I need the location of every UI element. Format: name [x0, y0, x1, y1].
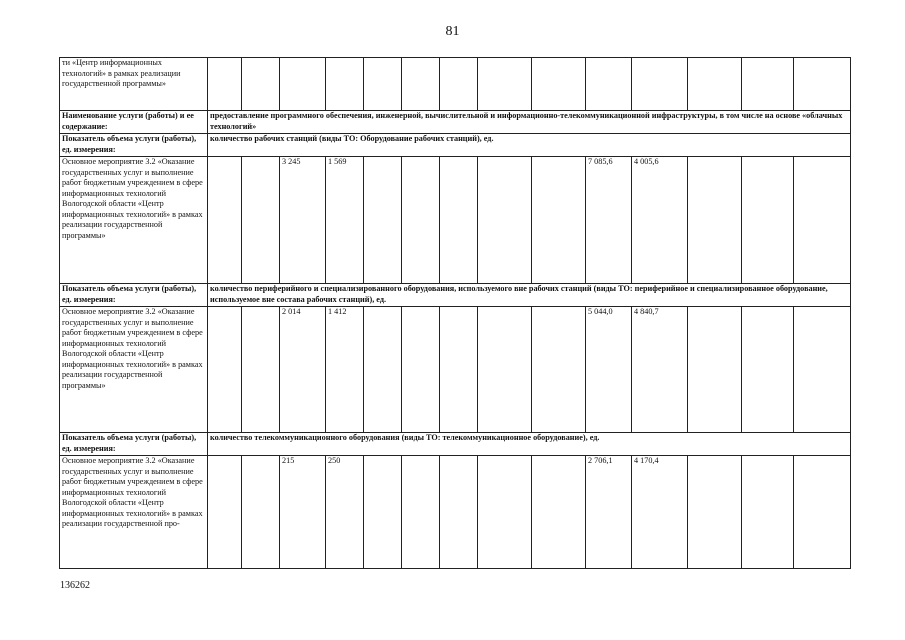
value-cell: [208, 456, 242, 569]
value-cell: [742, 58, 794, 111]
value-cell: [688, 157, 742, 284]
value-cell: [440, 157, 478, 284]
value-cell: [402, 307, 440, 433]
indicator-header-row: [60, 433, 851, 456]
indicator-text: количество периферийного и специализированного оборудования, используемого вне рабочих станций (виды ТО: периферийное и специализированное оборудование, используемое вне состава рабочих станций), ед.: [208, 284, 851, 307]
value-cell: [242, 307, 280, 433]
value-cell: 250: [326, 456, 364, 569]
value-cell: [632, 58, 688, 111]
value-cell: [364, 307, 402, 433]
value-cell: 7 085,6: [586, 157, 632, 284]
value-cell: [742, 307, 794, 433]
service-name-label: Наименование услуги (работы) и ее содержание:: [60, 111, 208, 134]
row-label-cell: Основное мероприятие 3.2 «Оказание государственных услуг и выполнение работ бюджетным учреждением в сфере информационных технологий Вологодской области «Центр информационных технологий» в рамках реализации государственной программы»: [60, 157, 208, 284]
value-cell: [208, 58, 242, 111]
value-cell: [242, 157, 280, 284]
indicator-label: Показатель объема услуги (работы), ед. измерения:: [60, 433, 208, 456]
value-cell: [478, 456, 532, 569]
value-cell: [440, 307, 478, 433]
indicator-text: количество рабочих станций (виды ТО: Оборудование рабочих станций), ед.: [208, 134, 851, 157]
row-label-cell: Основное мероприятие 3.2 «Оказание государственных услуг и выполнение работ бюджетным учреждением в сфере информационных технологий Вологодской области «Центр информационных технологий» в рамках реализации государственной программы»: [60, 307, 208, 433]
value-cell: [532, 58, 586, 111]
value-cell: [364, 58, 402, 111]
value-cell: 2 014: [280, 307, 326, 433]
value-cell: 1 412: [326, 307, 364, 433]
value-cell: [742, 157, 794, 284]
value-cell: [440, 456, 478, 569]
value-cell: [364, 157, 402, 284]
table-row: [60, 157, 851, 284]
table-row: [60, 307, 851, 433]
service-name-row: [60, 111, 851, 134]
value-cell: 2 706,1: [586, 456, 632, 569]
value-cell: [532, 157, 586, 284]
value-cell: [478, 307, 532, 433]
value-cell: [688, 58, 742, 111]
value-cell: [742, 456, 794, 569]
indicators-table: [59, 57, 851, 569]
table-row: [60, 456, 851, 569]
value-cell: [402, 58, 440, 111]
value-cell: [208, 307, 242, 433]
value-cell: 1 569: [326, 157, 364, 284]
value-cell: [688, 456, 742, 569]
row-label-cell: Основное мероприятие 3.2 «Оказание государственных услуг и выполнение работ бюджетным учреждением в сфере информационных технологий Вологодской области «Центр информационных технологий» в рамках реализации государственной про-: [60, 456, 208, 569]
value-cell: [478, 58, 532, 111]
value-cell: [478, 157, 532, 284]
indicator-text: количество телекоммуникационного оборудования (виды ТО: телекоммуникационное оборудование), ед.: [208, 433, 851, 456]
value-cell: [586, 58, 632, 111]
indicator-header-row: [60, 284, 851, 307]
page-number: 81: [445, 24, 460, 39]
value-cell: [688, 307, 742, 433]
table-row: [60, 58, 851, 111]
value-cell: [794, 456, 851, 569]
row-label-cell: ти «Центр информационных технологий» в рамках реализации государственной программы»: [60, 58, 208, 111]
document-code: 136262: [60, 580, 90, 591]
indicator-label: Показатель объема услуги (работы), ед. измерения:: [60, 284, 208, 307]
value-cell: [794, 157, 851, 284]
indicator-label: Показатель объема услуги (работы), ед. измерения:: [60, 134, 208, 157]
service-name-text: предоставление программного обеспечения, инженерной, вычислительной и информационно-телекоммуникационной инфраструктуры, в том числе на основе «облачных технологий»: [208, 111, 851, 134]
value-cell: [280, 58, 326, 111]
value-cell: 215: [280, 456, 326, 569]
value-cell: [402, 157, 440, 284]
value-cell: 4 005,6: [632, 157, 688, 284]
value-cell: [242, 456, 280, 569]
value-cell: [794, 307, 851, 433]
value-cell: [364, 456, 402, 569]
value-cell: 3 245: [280, 157, 326, 284]
value-cell: [242, 58, 280, 111]
value-cell: [532, 456, 586, 569]
value-cell: [326, 58, 364, 111]
value-cell: [402, 456, 440, 569]
value-cell: [440, 58, 478, 111]
value-cell: 4 170,4: [632, 456, 688, 569]
value-cell: 5 044,0: [586, 307, 632, 433]
value-cell: 4 840,7: [632, 307, 688, 433]
indicator-header-row: [60, 134, 851, 157]
value-cell: [794, 58, 851, 111]
value-cell: [208, 157, 242, 284]
value-cell: [532, 307, 586, 433]
